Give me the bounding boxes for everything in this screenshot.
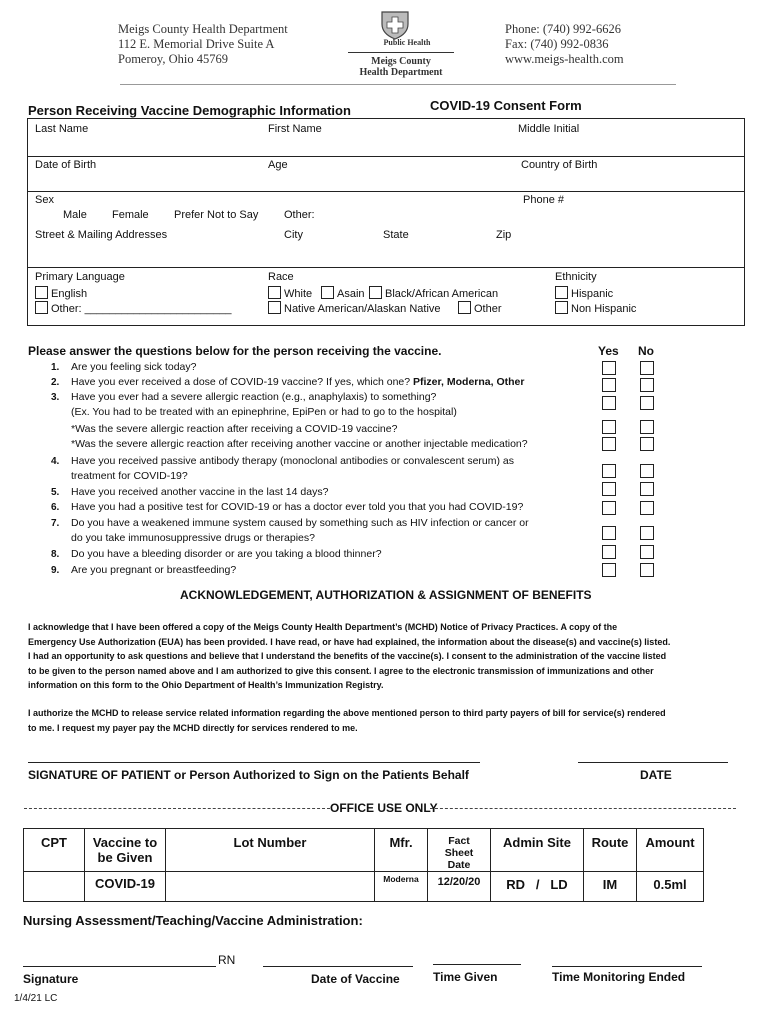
q9-no-checkbox[interactable] — [640, 563, 654, 577]
question-1: Are you feeling sick today? — [71, 361, 197, 373]
nurse-signature-line[interactable] — [23, 966, 216, 967]
amount-header: Amount — [637, 829, 704, 872]
sex-male-option[interactable]: Male — [63, 209, 87, 221]
date-of-vaccine-line[interactable] — [263, 966, 413, 967]
q3c-yes-checkbox[interactable] — [602, 420, 616, 434]
q9-yes-checkbox[interactable] — [602, 563, 616, 577]
contact-block — [505, 22, 624, 67]
country-of-birth-field[interactable]: Country of Birth — [521, 159, 598, 171]
q7-no-checkbox[interactable] — [640, 526, 654, 540]
q2-yes-checkbox[interactable] — [602, 378, 616, 392]
race-label: Race — [268, 271, 294, 283]
race-black-option[interactable]: Black/African American — [369, 286, 498, 300]
state-field[interactable]: State — [383, 229, 409, 241]
q3d-yes-checkbox[interactable] — [602, 437, 616, 451]
demographics-box — [27, 118, 745, 326]
office-divider-left — [24, 808, 330, 809]
hispanic-option[interactable]: Hispanic — [555, 286, 613, 300]
question-4-cont: treatment for COVID-19? — [71, 470, 188, 482]
date-of-vaccine-label: Date of Vaccine — [311, 972, 400, 986]
rn-label: RN — [218, 953, 236, 967]
amount-cell: 0.5ml — [637, 872, 704, 902]
vaccine-header: Vaccine to be Given — [85, 829, 166, 872]
race-white-option[interactable]: White — [268, 286, 312, 300]
race-asain-option[interactable]: Asain — [321, 286, 365, 300]
patient-signature-label: SIGNATURE OF PATIENT or Person Authorized to Sign on the Patients Behalf — [28, 768, 469, 782]
time-given-line[interactable] — [433, 964, 521, 965]
yes-header: Yes — [598, 344, 619, 358]
office-table — [23, 828, 704, 902]
q6-no-checkbox[interactable] — [640, 501, 654, 515]
question-3-other-vaccine: *Was the severe allergic reaction after receiving another vaccine or another injectable medication? — [71, 438, 528, 450]
patient-signature-line[interactable] — [28, 762, 480, 763]
ack-paragraph-1: I acknowledge that I have been offered a copy of the Meigs County Health Department’s (MCHD) Notice of Privacy Practices. A copy of the Emergency Use Authorization (EUA) has been provided. I have read, or have had explained, the information about the disease(s) and vaccine(s) listed. I had an opportunity to ask questions and believe that I understand the benefits of the vaccine(s). I consent to the administration of the vaccine listed to be given to the person named above and I am authorized to give this consent. I agree to the electronic transmission of immunizations and other information on this form to the Ohio Department of Health’s Immunization Registry. — [28, 622, 671, 690]
other-language-option[interactable]: Other: ________________________ — [35, 301, 231, 315]
question-9: Are you pregnant or breastfeeding? — [71, 564, 237, 576]
q5-no-checkbox[interactable] — [640, 482, 654, 496]
route-header: Route — [584, 829, 637, 872]
contact-phone: Phone: (740) 992-6626 — [505, 22, 621, 36]
cpt-cell[interactable] — [24, 872, 85, 902]
question-2: Have you ever received a dose of COVID-19 vaccine? If yes, which one? Pfizer, Moderna, Other — [71, 376, 525, 388]
contact-fax: Fax: (740) 992-0836 — [505, 37, 609, 51]
q4-no-checkbox[interactable] — [640, 464, 654, 478]
q6-yes-checkbox[interactable] — [602, 501, 616, 515]
q5-yes-checkbox[interactable] — [602, 482, 616, 496]
q1-yes-checkbox[interactable] — [602, 361, 616, 375]
race-other-checkbox[interactable] — [458, 301, 471, 314]
dob-field[interactable]: Date of Birth — [35, 159, 97, 171]
q1-no-checkbox[interactable] — [640, 361, 654, 375]
q3-yes-checkbox[interactable] — [602, 396, 616, 410]
sex-female-option[interactable]: Female — [112, 209, 149, 221]
primary-language-label: Primary Language — [35, 271, 125, 283]
org-name: Meigs County Health Department — [118, 22, 288, 36]
q7-yes-checkbox[interactable] — [602, 526, 616, 540]
vaccine-cell: COVID-19 — [85, 872, 166, 902]
question-3: Have you ever had a severe allergic reaction (e.g., anaphylaxis) to something? — [71, 391, 437, 403]
q2-no-checkbox[interactable] — [640, 378, 654, 392]
non-hispanic-option[interactable]: Non Hispanic — [555, 301, 636, 315]
middle-initial-field[interactable]: Middle Initial — [518, 123, 580, 135]
ethnicity-label: Ethnicity — [555, 271, 597, 283]
black-checkbox[interactable] — [369, 286, 382, 299]
time-given-label: Time Given — [433, 970, 498, 984]
section-title: Person Receiving Vaccine Demographic Information — [28, 103, 351, 118]
logo-dept-line2: Health Department — [359, 67, 443, 78]
patient-date-line[interactable] — [578, 762, 728, 763]
org-address-block — [118, 22, 288, 67]
fact-sheet-cell: 12/20/20 — [428, 872, 491, 902]
no-header: No — [638, 344, 654, 358]
last-name-field[interactable]: Last Name — [35, 123, 89, 135]
question-5: Have you received another vaccine in the last 14 days? — [71, 486, 329, 498]
office-divider-right — [430, 808, 736, 809]
admin-site-header: Admin Site — [491, 829, 584, 872]
route-cell: IM — [584, 872, 637, 902]
fact-sheet-header: Fact Sheet Date — [428, 829, 491, 872]
race-native-option[interactable]: Native American/Alaskan Native — [268, 301, 441, 315]
question-4: Have you received passive antibody therapy (monoclonal antibodies or convalescent serum) as — [71, 455, 514, 467]
ack-paragraph-2: I authorize the MCHD to release service related information regarding the above mentioned person to third party payers of bill for service(s) rendered to me. I request my payer pay the MCHD directly for services rendered to me. — [28, 708, 666, 733]
sex-other-field[interactable]: Other: — [284, 209, 315, 221]
q8-no-checkbox[interactable] — [640, 545, 654, 559]
q3c-no-checkbox[interactable] — [640, 420, 654, 434]
questions-intro: Please answer the questions below for the person receiving the vaccine. — [28, 344, 442, 358]
asain-checkbox[interactable] — [321, 286, 334, 299]
sex-prefer-not-option[interactable]: Prefer Not to Say — [174, 209, 259, 221]
question-7: Do you have a weakened immune system caused by something such as HIV infection or cancer or — [71, 517, 529, 529]
hispanic-checkbox[interactable] — [555, 286, 568, 299]
q3d-no-checkbox[interactable] — [640, 437, 654, 451]
english-option[interactable]: English — [35, 286, 87, 300]
time-monitoring-line[interactable] — [552, 966, 702, 967]
logo-divider — [348, 52, 454, 53]
question-3-example: (Ex. You had to be treated with an epinephrine, EpiPen or had to go to the hospital) — [71, 406, 457, 418]
mfr-header: Mfr. — [375, 829, 428, 872]
office-use-only-label: OFFICE USE ONLY — [330, 801, 438, 815]
race-other-option[interactable]: Other — [458, 301, 502, 315]
org-address-line2: Pomeroy, Ohio 45769 — [118, 52, 228, 66]
question-3-covid: *Was the severe allergic reaction after receiving a COVID-19 vaccine? — [71, 423, 398, 435]
first-name-field[interactable]: First Name — [268, 123, 322, 135]
form-title: COVID-19 Consent Form — [430, 98, 582, 113]
contact-website: www.meigs-health.com — [505, 52, 624, 66]
org-address-line1: 112 E. Memorial Drive Suite A — [118, 37, 275, 51]
header-rule — [120, 84, 676, 85]
lot-number-cell[interactable] — [166, 872, 375, 902]
phone-field[interactable]: Phone # — [523, 194, 564, 206]
ack-title: ACKNOWLEDGEMENT, AUTHORIZATION & ASSIGNMENT OF BENEFITS — [180, 588, 592, 602]
q4-yes-checkbox[interactable] — [602, 464, 616, 478]
q3-no-checkbox[interactable] — [640, 396, 654, 410]
other-language-checkbox[interactable] — [35, 301, 48, 314]
logo-dept-line1: Meigs County — [371, 56, 431, 67]
nurse-signature-label: Signature — [23, 972, 79, 986]
native-checkbox[interactable] — [268, 301, 281, 314]
city-field[interactable]: City — [284, 229, 303, 241]
patient-date-label: DATE — [640, 768, 672, 782]
logo-department — [340, 56, 462, 78]
admin-site-cell[interactable]: RD / LD — [491, 872, 584, 902]
q8-yes-checkbox[interactable] — [602, 545, 616, 559]
street-address-field[interactable]: Street & Mailing Addresses — [35, 229, 168, 241]
non-hispanic-checkbox[interactable] — [555, 301, 568, 314]
zip-field[interactable]: Zip — [496, 229, 512, 241]
question-6: Have you had a positive test for COVID-19 or has a doctor ever told you that you had COVID-19? — [71, 501, 524, 513]
logo-text: Public Health — [383, 38, 431, 47]
question-8: Do you have a bleeding disorder or are you taking a blood thinner? — [71, 548, 382, 560]
age-field[interactable]: Age — [268, 159, 288, 171]
white-checkbox[interactable] — [268, 286, 281, 299]
time-monitoring-label: Time Monitoring Ended — [552, 970, 686, 984]
sex-label: Sex — [35, 194, 54, 206]
revision-label: 1/4/21 LC — [14, 993, 58, 1004]
question-7-cont: do you take immunosuppressive drugs or therapies? — [71, 532, 315, 544]
nursing-title: Nursing Assessment/Teaching/Vaccine Administration: — [23, 913, 363, 928]
lot-number-header: Lot Number — [166, 829, 375, 872]
cpt-header: CPT — [24, 829, 85, 872]
mfr-cell: Moderna — [375, 872, 428, 902]
public-health-logo-icon — [378, 10, 412, 40]
english-checkbox[interactable] — [35, 286, 48, 299]
